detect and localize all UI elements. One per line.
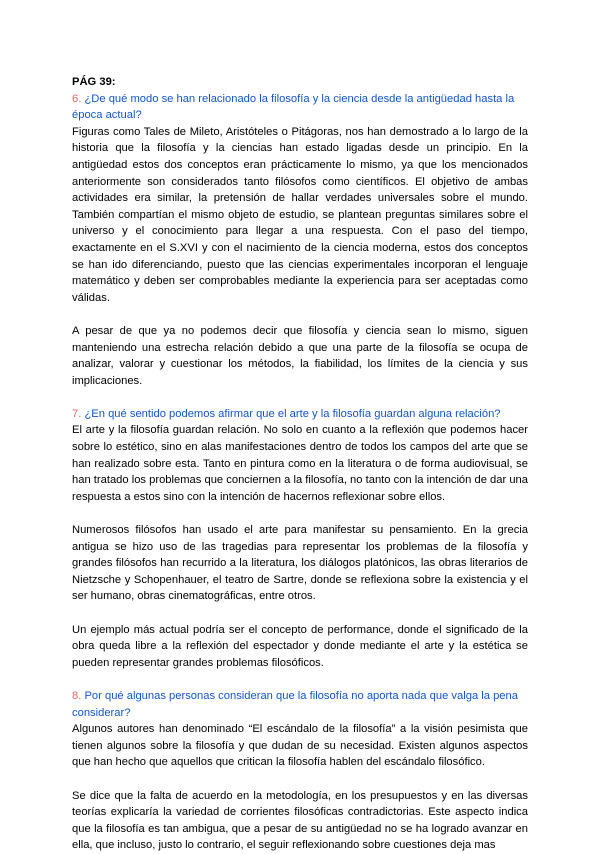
question-text: ¿En qué sentido podemos afirmar que el arte y la filosofía guardan alguna relación? [81, 407, 501, 420]
paragraph-spacer [72, 671, 528, 688]
answer-paragraph: Un ejemplo más actual podría ser el concepto de performance, donde el significado de la obra queda libre a la reflexión del espectador y donde mediante el arte y la estética se pueden representar grandes problemas filosóficos. [72, 623, 528, 669]
paragraph-spacer [72, 389, 528, 406]
page-heading: PÁG 39: [72, 76, 116, 88]
question-number: 8. [72, 689, 82, 702]
answer-paragraph: Figuras como Tales de Mileto, Aristóteles o Pitágoras, nos han demostrado a lo largo de la historia que la filosofía y la ciencias han estado ligadas desde un principio. En la antigüedad estos dos conceptos eran prácticamente lo mismo, ya que los mencionados anteriormente son considerados tanto filósofos como científicos. El objetivo de ambas actividades era similar, la pretensión de hallar verdades universales sobre el mundo. También compartían el mismo objeto de estudio, se plantean preguntas similares sobre el universo y el conocimiento para llegar a una respuesta. Con el paso del tiempo, exactamente en el S.XVI y con el nacimiento de la ciencia moderna, estos dos conceptos se han ido diferenciando, puesto que las ciencias experimentales incorporan el lenguaje matemático y deben ser comprobables mediante la experiencia para ser aceptadas como válidas. [72, 125, 528, 304]
answer-paragraph: A pesar de que ya no podemos decir que filosofía y ciencia sean lo mismo, siguen manteniendo una estrecha relación debido a que una parte de la filosofía se ocupa de analizar, valorar y cuestionar los métodos, la fiabilidad, los límites de la ciencia y sus implicaciones. [72, 324, 528, 387]
answer-paragraph: Se dice que la falta de acuerdo en la metodología, en los presupuestos y en las diversas teorías explicaría la variedad de corrientes filosóficas contradictorias. Este aspecto indica que la filosofía es tan ambigua, que a pesar de su antigüedad no se ha logrado avanzar en ella, que incluso, justo lo contrario, el seguir reflexionando sobre cuestiones deja mas [72, 789, 528, 852]
answer-paragraph: Numerosos filósofos han usado el arte para manifestar su pensamiento. En la grecia antigua se hizo uso de las tragedias para representar los problemas de la filosofía y grandes filósofos han recurrido a la literatura, los diálogos platónicos, las obras literarios de Nietzsche y Schopenhauer, el teatro de Sartre, donde se reflexiona sobre la existencia y el ser humano, obras cinematográficas, entre otros. [72, 524, 528, 603]
question-8 [72, 688, 528, 721]
question-number: 7. [72, 407, 82, 420]
answer-paragraph: El arte y la filosofía guardan relación. No solo en cuanto a la reflexión que podemos hacer sobre lo estético, sino en alas manifestaciones dentro de todos los campos del arte que se han realizado sobre esta. Tanto en pintura como en la literatura o de forma audiovisual, se han tratado los problemas que conciernen a la filosofía, no tanto con la intención de dar una respuesta a estos sino con la intención de hacernos reflexionar sobre ellos. [72, 424, 528, 503]
paragraph-spacer [72, 605, 528, 622]
paragraph-spacer [72, 771, 528, 788]
question-text: ¿De qué modo se han relacionado la filosofía y la ciencia desde la antigüedad hasta la época actual? [72, 92, 515, 122]
question-number: 6. [72, 92, 82, 105]
question-6 [72, 91, 528, 124]
paragraph-spacer [72, 505, 528, 522]
paragraph-spacer [72, 306, 528, 323]
answer-paragraph: Algunos autores han denominado “El escándalo de la filosofía” a la visión pesimista que tienen algunos sobre la filosofía y que dudan de su necesidad. Existen algunos aspectos que han hecho que aquellos que critican la filosofía hablen del escándalo filosófico. [72, 723, 528, 769]
question-7 [72, 406, 528, 423]
document-page [72, 74, 528, 854]
question-text: Por qué algunas personas consideran que la filosofía no aporta nada que valga la pena considerar? [72, 689, 518, 719]
